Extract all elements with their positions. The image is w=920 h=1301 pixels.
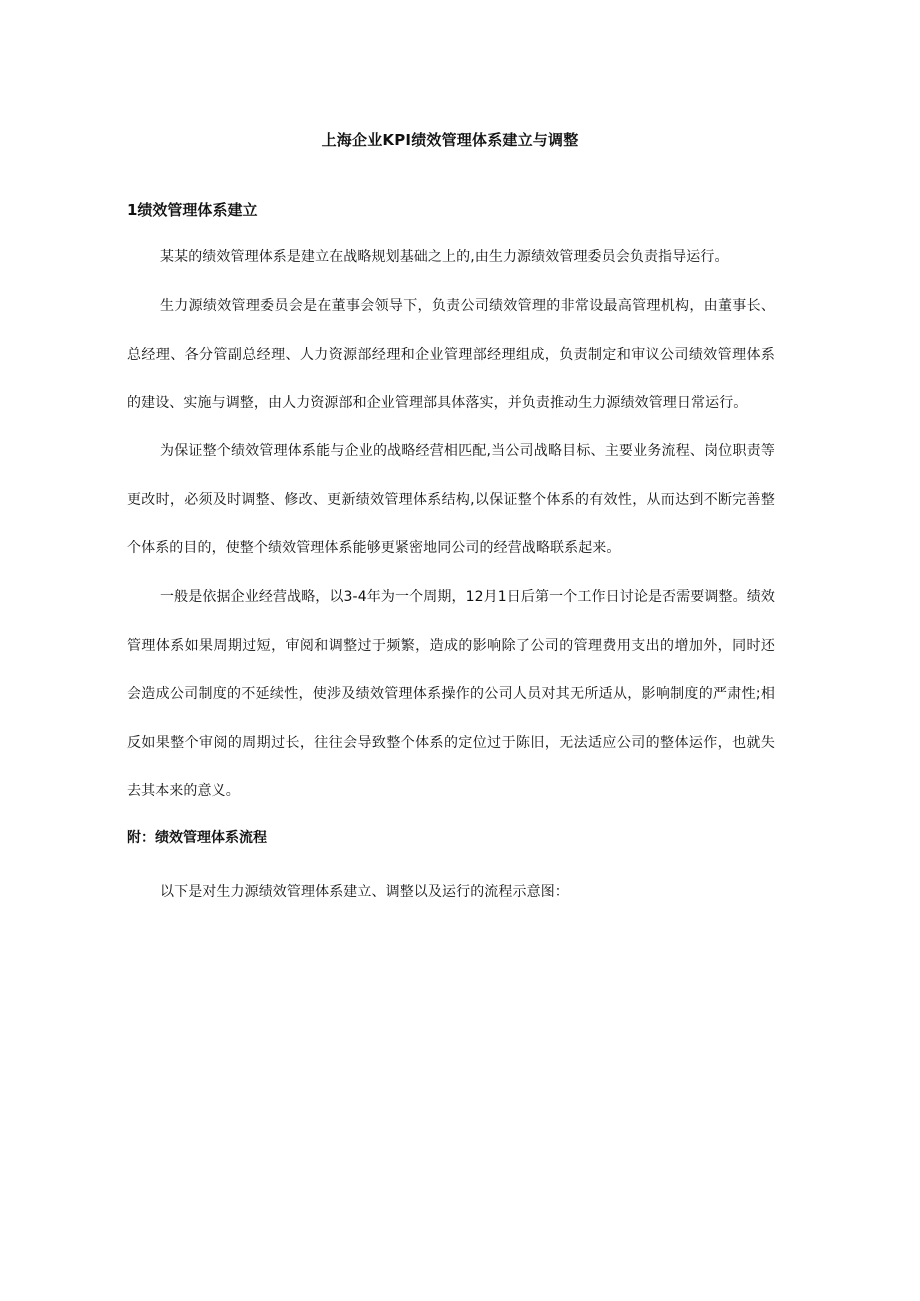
section-heading: 1绩效管理体系建立 (127, 201, 258, 219)
paragraph: 一般是依据企业经营战略，以3-4年为一个周期，12月1日后第一个工作日讨论是否需要调整。绩效管理体系如果周期过短，审阅和调整过于频繁，造成的影响除了公司的管理费用支出的增加外，同时还会造成公司制度的不延续性，使涉及绩效管理体系操作的公司人员对其无所适从，影响制度的严肃性;相反如果整个审阅的周期过长，往往会导致整个体系的定位过于陈旧，无法适应公司的整体运作，也就失去其本来的意义。 (127, 589, 775, 799)
document-title: 上海企业KPI绩效管理体系建立与调整 (321, 131, 579, 149)
appendix-heading: 附：绩效管理体系流程 (127, 830, 267, 846)
paragraph: 为保证整个绩效管理体系能与企业的战略经营相匹配,当公司战略目标、主要业务流程、岗位职责等更改时，必须及时调整、修改、更新绩效管理体系结构,以保证整个体系的有效性，从而达到不断完善整个体系的目的，使整个绩效管理体系能够更紧密地同公司的经营战略联系起来。 (127, 443, 775, 556)
paragraph: 某某的绩效管理体系是建立在战略规划基础之上的,由生力源绩效管理委员会负责指导运行。 (160, 249, 729, 265)
appendix-intro-paragraph: 以下是对生力源绩效管理体系建立、调整以及运行的流程示意图： (160, 884, 569, 900)
paragraph: 生力源绩效管理委员会是在董事会领导下，负责公司绩效管理的非常设最高管理机构，由董事长、总经理、各分管副总经理、人力资源部经理和企业管理部经理组成，负责制定和审议公司绩效管理体系的建设、实施与调整，由人力资源部和企业管理部具体落实，并负责推动生力源绩效管理日常运行。 (127, 298, 775, 411)
